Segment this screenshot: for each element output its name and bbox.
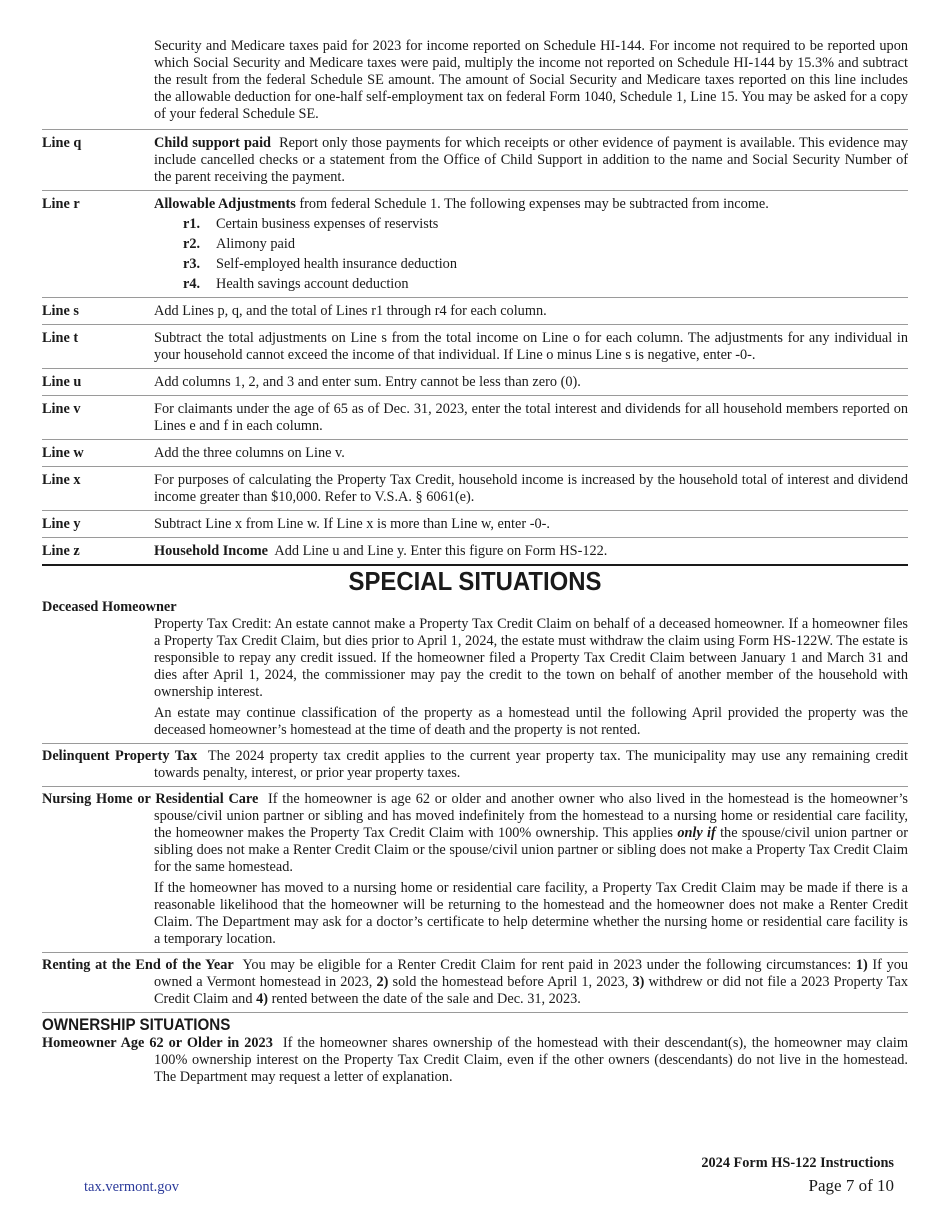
line-v-text: For claimants under the age of 65 as of Dec. 31, 2023, enter the total interest and dividends for all household members reported on Lines e and f in each column.: [154, 401, 908, 434]
line-z-text: Household Income Add Line u and Line y. Enter this figure on Form HS-122.: [154, 543, 608, 559]
line-r-text: Allowable Adjustments from federal Schedule 1. The following expenses may be subtracted from income.: [154, 196, 769, 212]
ownership-section: [42, 1012, 908, 1086]
deceased-title: Deceased Homeowner: [42, 599, 177, 615]
line-v-row: [42, 395, 908, 439]
line-label: Line s: [42, 303, 79, 319]
list-item: r1. Certain business expenses of reservists: [183, 216, 439, 232]
delinquent-section: [42, 743, 908, 782]
nursing-paragraph-1: Nursing Home or Residential Care If the homeowner is age 62 or older and another owner who also lived in the homestead is the homeowner’s spouse/civil union partner or sibling and has moved indefinitely from the homestead to a nursing home or residential care facility, the homeowner makes the Property Tax Credit Claim with 100% ownership. This applies only if the spouse/civil union partner or sibling does not make a Renter Credit Claim or the spouse/civil union partner or sibling does not make a Property Tax Credit Claim for the same homestead.: [42, 791, 909, 875]
line-label: Line u: [42, 374, 82, 390]
line-q-row: [42, 129, 908, 190]
line-s-row: [42, 297, 908, 324]
line-u-row: [42, 368, 908, 395]
line-label: Line x: [42, 472, 81, 488]
line-w-text: Add the three columns on Line v.: [154, 445, 345, 461]
section-heading-special: SPECIAL SITUATIONS: [348, 566, 602, 596]
list-item: r4. Health savings account deduction: [183, 276, 409, 292]
line-label: Line z: [42, 543, 80, 559]
line-label: Line y: [42, 516, 81, 532]
instructions-page: [42, 38, 908, 1086]
renting-section: [42, 952, 908, 1008]
line-w-row: [42, 439, 908, 466]
line-q-text: Child support paid Report only those payments for which receipts or other evidence of payment is available. This evidence may include cancelled checks or a statement from the Office of Child Support in addition to the name and Social Security Number of the parent receiving the payment.: [154, 135, 908, 185]
line-x-text: For purposes of calculating the Property Tax Credit, household income is increased by the household total of interest and dividend income greater than $10,000. Refer to V.S.A. § 6061(e).: [154, 472, 908, 505]
line-t-text: Subtract the total adjustments on Line s from the total income on Line o for each column. The adjustments for any individual in your household cannot exceed the income of that individual. If Line o minus Line s is negative, enter -0-.: [154, 330, 908, 363]
footer-website-link[interactable]: tax.vermont.gov: [84, 1179, 180, 1195]
line-t-row: [42, 324, 908, 368]
intro-paragraph: Security and Medicare taxes paid for 2023 for income reported on Schedule HI-144. For income not required to be reported upon which Social Security and Medicare taxes were paid, multiply the income not reported on Schedule HI-144 by 15.3% and subtract the result from the federal Schedule SE amount. The amount of Social Security and Medicare taxes reported on this line includes the allowable deduction for one-half self-employment tax on federal Form 1040, Schedule 1, Line 15. You may be asked for a copy of your federal Schedule SE.: [154, 38, 908, 122]
line-y-row: [42, 510, 908, 537]
line-x-row: [42, 466, 908, 510]
line-y-text: Subtract Line x from Line w. If Line x is more than Line w, enter -0-.: [154, 516, 550, 532]
footer-form-title: 2024 Form HS-122 Instructions: [701, 1155, 894, 1171]
line-s-text: Add Lines p, q, and the total of Lines r1 through r4 for each column.: [154, 303, 547, 319]
nursing-section: [42, 786, 908, 948]
section-heading-ownership: OWNERSHIP SITUATIONS: [42, 1016, 231, 1034]
list-item: r2. Alimony paid: [183, 236, 296, 252]
deceased-paragraph-1: Property Tax Credit: An estate cannot make a Property Tax Credit Claim on behalf of a deceased homeowner. If a homeowner files a Property Tax Credit Claim, but dies prior to April 1, 2024, the estate must withdraw the claim using Form HS-122W. The estate is responsible to repay any credit issued. If the homeowner filed a Property Tax Credit Claim between January 1 and March 31 and dies after April 1, 2024, the commissioner may pay the credit to the town on behalf of another member of the household with ownership interest.: [154, 616, 908, 700]
footer-page-number: Page 7 of 10: [808, 1176, 894, 1195]
deceased-paragraph-2: An estate may continue classification of the property as a homestead until the following April provided the property was the deceased homeowner’s homestead at the time of death and the property is not rented.: [154, 705, 908, 738]
list-item: r3. Self-employed health insurance deduction: [183, 256, 457, 272]
line-u-text: Add columns 1, 2, and 3 and enter sum. Entry cannot be less than zero (0).: [154, 374, 581, 390]
age62-text: Homeowner Age 62 or Older in 2023 If the homeowner shares ownership of the homestead with their descendant(s), the homeowner may claim 100% ownership interest on the Property Tax Credit Claim, even if the other owners (descendants) do not live in the homestead. The Department may request a letter of explanation.: [42, 1035, 908, 1085]
nursing-paragraph-2: If the homeowner has moved to a nursing home or residential care facility, a Property Tax Credit Claim may be made if there is a reasonable likelihood that the homeowner will be returning to the homestead and the homeowner does not make a Renter Credit Claim. The Department may ask for a doctor’s certificate to help determine whether the nursing home or residential care facility is a temporary location.: [154, 880, 908, 947]
line-r-row: [42, 190, 908, 297]
line-label: Line t: [42, 330, 79, 346]
line-label: Line v: [42, 401, 81, 417]
delinquent-text: Delinquent Property Tax The 2024 property tax credit applies to the current year property tax. The municipality may use any remaining credit towards penalty, interest, or prior year property taxes.: [42, 748, 908, 781]
line-label: Line w: [42, 445, 84, 461]
renting-text: Renting at the End of the Year You may be eligible for a Renter Credit Claim for rent paid in 2023 under the following circumstances: 1) If you owned a Vermont homestead in 2023, 2) sold the homestead before April 1, 2023, 3) withdrew or did not file a 2023 Property Tax Credit Claim and 4) rented between the date of the sale and Dec. 31, 2023.: [42, 957, 909, 1007]
line-label: Line q: [42, 135, 82, 151]
line-z-row: [42, 537, 908, 564]
line-label: Line r: [42, 196, 80, 212]
